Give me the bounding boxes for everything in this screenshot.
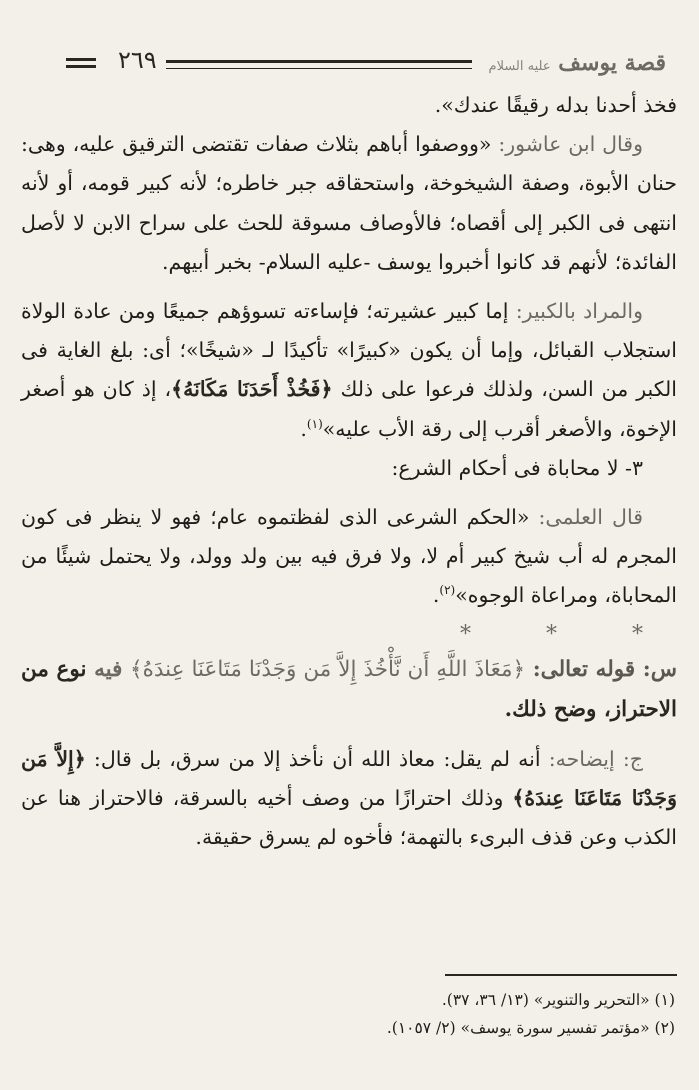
punctuation: .: [300, 416, 307, 441]
footnote: (١) «التحرير والتنوير» (١٣/ ٣٦، ٣٧).: [441, 991, 675, 1009]
main-text: [21, 86, 677, 857]
answer-text: وذلك احترازًا من وصف أخيه بالسرقة، فالاحتراز هنا عن الكذب وعن قذف البرىء بالتهمة؛ فأخوه لم يسرق حقيقة.: [21, 785, 677, 850]
paragraph-lead: والمراد بالكبير:: [515, 299, 643, 324]
footnote: (٢) «مؤتمر تفسير سورة يوسف» (٢/ ١٠٥٧).: [386, 1019, 675, 1037]
footnote-marker: (٢): [439, 583, 456, 598]
answer-block: [21, 740, 677, 858]
question-block: [21, 650, 677, 730]
paragraph-text: إما كبير عشيرته؛ فإساءته تسوؤهم جميعًا ومن عادة الولاة استجلاب القبائل، وإما أن يكون «كبيرًا» تأكيدًا لـ «شيخًا»؛ أى: بلغ الغاية فى الكبر من السن، ولذلك فرعوا على ذلك: [21, 299, 677, 402]
paragraph-text: ، إذ كان هو أصغر الإخوة، والأصغر أقرب إلى رقة الأب عليه»: [21, 377, 677, 441]
paragraph-lead: وقال ابن عاشور:: [498, 132, 643, 157]
section-heading: [21, 449, 677, 488]
punctuation: .: [432, 583, 440, 608]
question-fihi: فيه: [94, 656, 123, 682]
answer-text: أنه لم يقل: معاذ الله أن نأخذ إلا من سرق، بل قال:: [93, 746, 541, 771]
page-number: ٢٦٩: [118, 46, 157, 74]
paragraph-kabir: [21, 292, 677, 449]
section-separator-stars: * * *: [460, 621, 677, 647]
paragraph-text: «ووصفوا أباهم بثلاث صفات تقتضى الترقيق عليه، وهى: حنان الأبوة، وصفة الشيخوخة، واستحقاقه جبر خاطره؛ لأنه كبير قومه، أو لأنه انتهى فى الكبر إلى أقصاه؛ فالأوصاف مسوقة للحث على سراح الابن لا لأصل الفائدة؛ لأنهم قد كانوا أخبروا يوسف -عليه السلام- بخبر أبيهم.: [21, 132, 677, 274]
question-label: س: قوله تعالى:: [532, 656, 677, 682]
footnotes: [35, 986, 675, 1042]
paragraph-text: «الحكم الشرعى الذى لفظتموه عام؛ فهو لا ينظر فى كون المجرم له أب شيخ كبير أم لا، ولا فرق فيه بين ولد وولد، ولا يحتمل شيئًا من المحاباة، ومراعاة الوجوه»: [21, 505, 677, 608]
paragraph-ibn-ashur: [21, 125, 677, 282]
footnote-rule: [445, 974, 677, 976]
answer-label: ج: إيضاحه:: [548, 746, 643, 771]
paragraph-text: فخذ أحدنا بدله رقيقًا عندك».: [434, 93, 677, 117]
section-heading-text: ٣- لا محاباة فى أحكام الشرع:: [391, 455, 643, 480]
question-text: نوع من الاحتراز، وضح ذلك.: [21, 656, 677, 722]
running-title: [487, 50, 666, 76]
running-title-text: قصة يوسف: [558, 50, 666, 76]
paragraph-alami: [21, 498, 677, 616]
running-title-blessing: عليه السلام: [488, 59, 551, 74]
footnote-marker: (١): [306, 416, 323, 431]
paragraph-lead: قال العلمى:: [538, 505, 643, 530]
quran-verse: ﴿إِلاَّ مَن وَجَدْنَا مَتَاعَنَا عِندَهُ﴾: [21, 746, 677, 810]
paragraph-continuation: [21, 86, 677, 125]
page-header: [66, 42, 686, 82]
quran-verse: ﴿مَعَاذَ اللَّهِ أَن نَّأْخُذَ إِلاَّ مَن وَجَدْنَا مَتَاعَنَا عِندَهُ﴾: [130, 656, 526, 682]
quran-verse: ﴿فَخُذْ أَحَدَنَا مَكَانَهُ﴾: [171, 377, 333, 402]
